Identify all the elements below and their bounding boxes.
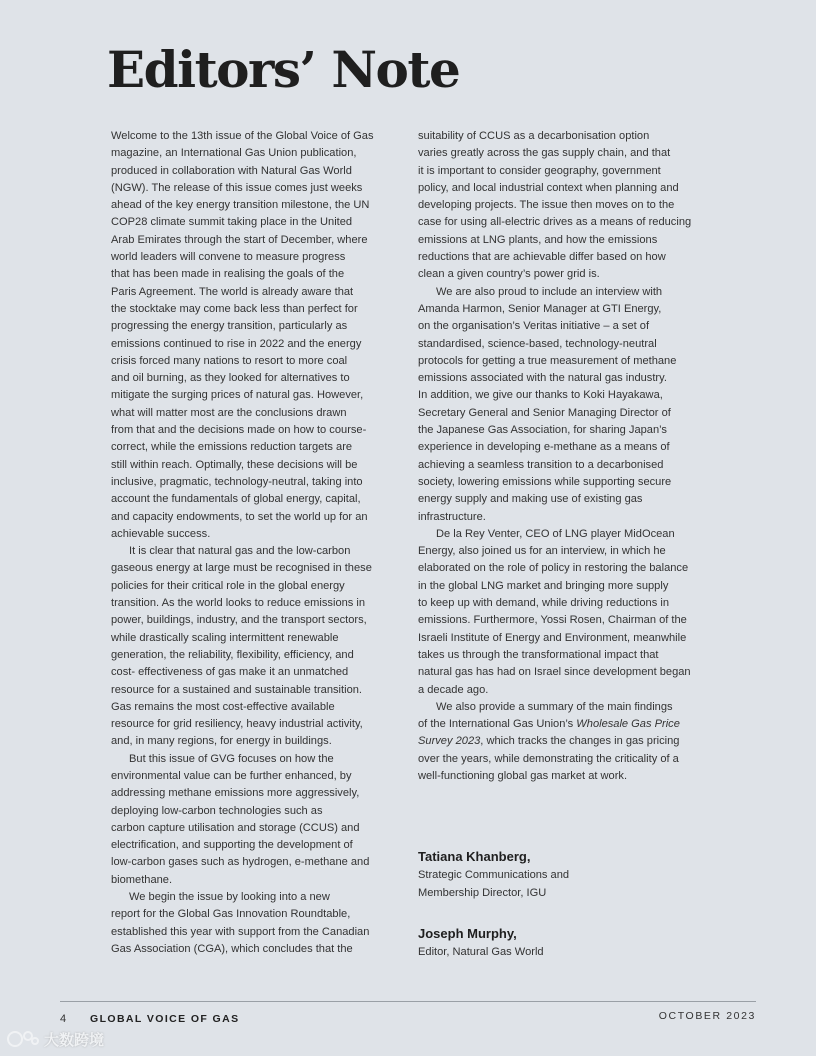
- text-line: infrastructure.: [418, 510, 486, 523]
- text-line: Energy, also joined us for an interview, in which he: [418, 545, 666, 558]
- text-line: it is important to consider geography, government: [418, 164, 661, 177]
- text-line: ahead of the key energy transition milestone, the UN: [111, 199, 370, 212]
- text-line: over the years, while demonstrating the criticality of a: [418, 752, 679, 765]
- footer-divider: [60, 1001, 756, 1002]
- text-line: resource for a sustained and sustainable transition.: [111, 683, 362, 696]
- text-line: gaseous energy at large must be recognised in these: [111, 562, 372, 575]
- text-line: Gas Association (CGA), which concludes that the: [111, 942, 353, 955]
- text-line: correct, while the emissions reduction targets are: [111, 441, 353, 454]
- text-line: But this issue of GVG focuses on how the: [129, 752, 334, 765]
- text-line: case for using all-electric drives as a means of reducing: [418, 216, 692, 229]
- text-line: world leaders will convene to measure progress: [111, 251, 346, 264]
- text-line: achieving a seamless transition to a decarbonised: [418, 458, 664, 471]
- signature-role-line: Editor, Natural Gas World: [418, 946, 544, 958]
- text-line: De la Rey Venter, CEO of LNG player MidOcean: [436, 527, 675, 540]
- text-line: [418, 716, 723, 733]
- text-line: COP28 climate summit taking place in the United: [111, 216, 353, 229]
- text-line: clean a given country’s power grid is.: [418, 268, 600, 281]
- text-line: Welcome to the 13th issue of the Global Voice of Gas: [111, 130, 374, 142]
- text-line: (NGW). The release of this issue comes just weeks: [111, 181, 363, 194]
- text-line: It is clear that natural gas and the low-carbon: [129, 545, 351, 558]
- text-line: carbon capture utilisation and storage (CCUS) and: [111, 821, 360, 834]
- text-line: emissions continued to rise in 2022 and the energy: [111, 337, 362, 350]
- right-column: [418, 128, 723, 785]
- publication-title: Wholesale Gas Price: [576, 718, 680, 731]
- text-line: the Japanese Gas Association, for sharing Japan’s: [418, 424, 667, 437]
- text-line: environmental value can be further enhanced, by: [111, 769, 352, 782]
- text-line: biomethane.: [111, 873, 173, 886]
- magazine-name: GLOBAL VOICE OF GAS: [90, 1013, 240, 1025]
- text-line: achievable success.: [111, 527, 211, 540]
- text-line: what will matter most are the conclusions drawn: [111, 406, 347, 419]
- text-line: account the fundamentals of global energy, capital,: [111, 493, 361, 506]
- watermark: [6, 1027, 104, 1051]
- text-segment: of the International Gas Union’s: [418, 718, 577, 731]
- text-line: Israeli Institute of Energy and Environment, meanwhile: [418, 631, 687, 644]
- text-line: Amanda Harmon, Senior Manager at GTI Energy,: [418, 302, 662, 315]
- text-line: We are also proud to include an interview with: [436, 285, 663, 298]
- text-line: transition. As the world looks to reduce emissions in: [111, 597, 366, 610]
- text-line: takes us through the transformational impact that: [418, 648, 659, 661]
- text-line: society, lowering emissions while supporting secure: [418, 475, 672, 488]
- text-line: well-functioning global gas market at work.: [418, 769, 628, 782]
- signature-role-line: Membership Director, IGU: [418, 887, 547, 899]
- text-line: and, in many regions, for energy in buildings.: [111, 735, 332, 748]
- text-line: and oil burning, as they looked for alternatives to: [111, 372, 350, 385]
- text-line: standardised, science-based, technology-neutral: [418, 337, 657, 350]
- text-line: protocols for getting a true measurement of methane: [418, 354, 677, 367]
- text-line: power, buildings, industry, and the transport sectors,: [111, 614, 367, 627]
- text-line: Paris Agreement. The world is already aware that: [111, 285, 354, 298]
- text-line: mitigate the surging prices of natural gas. However,: [111, 389, 364, 402]
- text-line: from that and the decisions made on how to course-: [111, 424, 367, 437]
- text-line: magazine, an International Gas Union publication,: [111, 147, 357, 160]
- text-line: In addition, we give our thanks to Koki Hayakawa,: [418, 389, 663, 402]
- text-line: Arab Emirates through the start of December, where: [111, 233, 368, 246]
- text-line: to keep up with demand, while driving reductions in: [418, 597, 669, 610]
- text-line: addressing methane emissions more aggressively,: [111, 787, 360, 800]
- text-line: generation, the reliability, flexibility, efficiency, and: [111, 648, 354, 661]
- text-line: Secretary General and Senior Managing Director of: [418, 406, 671, 419]
- signature-name: Tatiana Khanberg,: [418, 849, 531, 864]
- page-number: 4: [60, 1013, 67, 1025]
- text-line: inclusive, pragmatic, technology-neutral, taking into: [111, 475, 363, 488]
- text-line: resource for grid resiliency, heavy industrial activity,: [111, 718, 363, 731]
- text-line: progressing the energy transition, particularly as: [111, 320, 348, 333]
- text-line: emissions associated with the natural gas industry.: [418, 372, 667, 385]
- text-line: low-carbon gases such as hydrogen, e-methane and: [111, 856, 370, 869]
- text-line: policies for their critical role in the global energy: [111, 579, 345, 592]
- text-line: developing projects. The issue then moves on to the: [418, 199, 675, 212]
- page-title: Editors’ Note: [107, 40, 460, 99]
- signature-name: Joseph Murphy,: [418, 926, 517, 941]
- publication-title: Survey 2023: [418, 735, 481, 748]
- text-line: report for the Global Gas Innovation Roundtable,: [111, 908, 351, 921]
- left-column: [111, 128, 411, 958]
- text-line: crisis forced many nations to resort to more coal: [111, 354, 348, 367]
- watermark-logo-icon: [6, 1028, 40, 1050]
- text-line: reductions that are achievable differ based on how: [418, 251, 666, 264]
- text-segment: , which tracks the changes in gas pricing: [480, 735, 680, 748]
- text-line: deploying low-carbon technologies such as: [111, 804, 323, 817]
- text-line: varies greatly across the gas supply chain, and that: [418, 147, 671, 160]
- text-line: energy supply and making use of existing gas: [418, 493, 643, 506]
- text-line: elaborated on the role of policy in restoring the balance: [418, 562, 689, 575]
- signature-role-line: Strategic Communications and: [418, 869, 570, 881]
- text-line: emissions. Furthermore, Yossi Rosen, Chairman of the: [418, 614, 687, 627]
- text-line: the stocktake may come back less than perfect for: [111, 302, 358, 315]
- text-line: still within reach. Optimally, these decisions will be: [111, 458, 358, 471]
- text-line: experience in developing e-methane as a means of: [418, 441, 670, 454]
- text-line: policy, and local industrial context when planning and: [418, 181, 679, 194]
- text-line: established this year with support from the Canadian: [111, 925, 370, 938]
- text-line: We begin the issue by looking into a new: [129, 891, 330, 904]
- text-line: in the global LNG market and bringing more supply: [418, 579, 669, 592]
- text-line: electrification, and supporting the development of: [111, 839, 353, 852]
- text-line: on the organisation’s Veritas initiative – a set of: [418, 320, 650, 333]
- text-line: cost- effectiveness of gas make it an unmatched: [111, 666, 349, 679]
- issue-date: OCTOBER 2023: [658, 1010, 756, 1022]
- text-line: a decade ago.: [418, 683, 489, 696]
- text-line: while drastically scaling intermittent renewable: [111, 631, 339, 644]
- text-line: suitability of CCUS as a decarbonisation option: [418, 130, 650, 142]
- signature-2: [418, 925, 738, 961]
- text-line: [418, 733, 723, 750]
- text-line: that has been made in realising the goals of the: [111, 268, 345, 281]
- text-line: emissions at LNG plants, and how the emissions: [418, 233, 658, 246]
- text-line: produced in collaboration with Natural Gas World: [111, 164, 352, 177]
- text-line: and capacity endowments, to set the world up for an: [111, 510, 368, 523]
- text-line: Gas remains the most cost-effective available: [111, 700, 335, 713]
- text-line: natural gas has had on Israel since development began: [418, 666, 691, 679]
- text-line: We also provide a summary of the main findings: [436, 700, 673, 713]
- watermark-text: 大数跨境: [44, 1031, 105, 1049]
- signature-1: [418, 848, 738, 902]
